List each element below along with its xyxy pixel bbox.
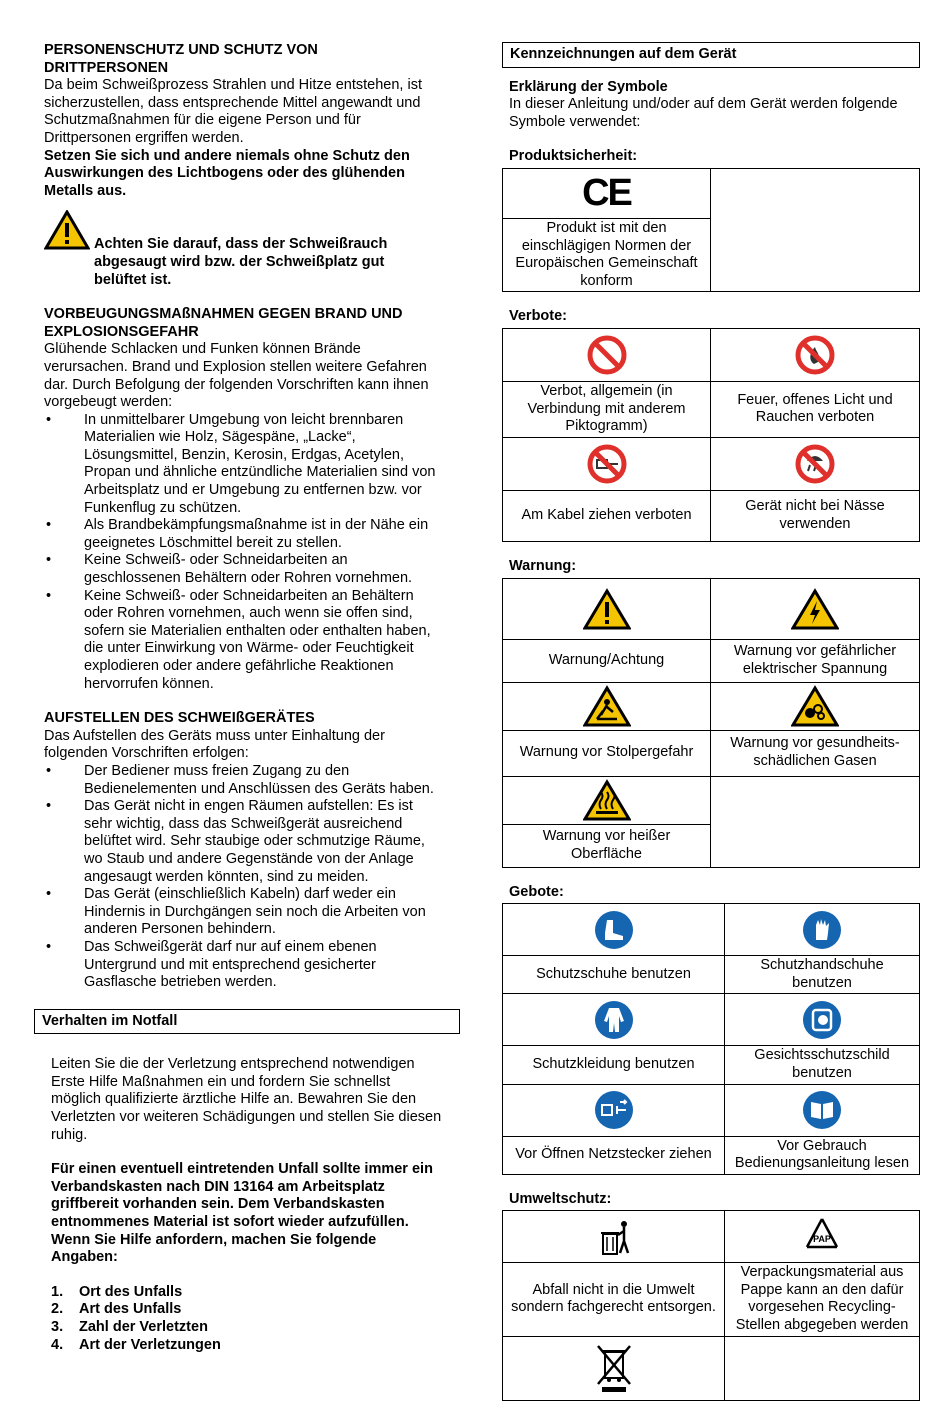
general-warning-icon [503, 578, 711, 639]
fume-warning [44, 210, 444, 289]
prohibit-a-text: Verbot, allgemein (in Verbindung mit anderem Piktogramm) [503, 381, 711, 437]
read-manual-icon [725, 1084, 920, 1136]
safety-shoes-icon [503, 904, 725, 956]
no-wet-use-icon [711, 437, 920, 490]
hot-surface-warning-icon [503, 776, 711, 824]
list-item: • Als Brandbekämpfungsmaßnahme ist in der Nähe ein geeignetes Löschmittel bereit zu stellen. [44, 517, 444, 552]
prohibit-d-text: Gerät nicht bei Nässe verwenden [711, 490, 920, 541]
mandatory-a-text: Schutzschuhe benutzen [503, 956, 725, 994]
mandatory-e-text: Vor Öffnen Netzstecker ziehen [503, 1136, 725, 1174]
warning-title: Warnung: [509, 557, 577, 574]
setup-heading: AUFSTELLEN DES SCHWEIßGERÄTES [44, 710, 315, 727]
no-cable-pull-icon [503, 437, 711, 490]
list-item: 3. Zahl der Verletzten [51, 1319, 208, 1335]
list-item: • Das Gerät nicht in engen Räumen aufstellen: Es ist sehr wichtig, dass das Schweißgerät ausreichend belüftet wird. Sehr staubige oder schmutzige Räume, wo Staub und andere Gegenstände von der Anlage angesaugt werden könnten, sind zu meiden. [44, 798, 444, 886]
prohibition-icon [503, 328, 711, 381]
emergency-list [51, 1284, 444, 1354]
mandatory-title: Gebote: [509, 883, 564, 900]
unplug-icon [503, 1084, 725, 1136]
personal-bold: Setzen Sie sich und andere niemals ohne Schutz den Auswirkungen des Lichtbogens oder des glühenden Metalls aus. [44, 147, 410, 199]
product-title: Produktsicherheit: [509, 148, 638, 165]
mandatory-table [502, 903, 920, 1175]
environment-b-text: Verpackungsmaterial aus Pappe kann an den dafür vorgesehen Recycling-Stellen abgegeben werden [725, 1263, 920, 1336]
prohibit-title: Verbote: [509, 308, 568, 325]
gas-warning-icon [711, 682, 920, 730]
mandatory-d-text: Gesichtsschutzschild benutzen [725, 1046, 920, 1084]
warning-b-text: Warnung vor gefährlicher elektrischer Spannung [711, 639, 920, 682]
empty-cell [711, 168, 920, 291]
trip-warning-icon [503, 682, 711, 730]
prohibit-b-text: Feuer, offenes Licht und Rauchen verboten [711, 381, 920, 437]
list-item: • Keine Schweiß- oder Schneidarbeiten an geschlossenen Behältern oder Rohren vornehmen. [44, 552, 444, 587]
personal-text: Da beim Schweißprozess Strahlen und Hitze entstehen, ist sicherzustellen, dass entsprechende Mittel angewandt und Schutzmaßnahmen für die eigene Person und für Drittpersonen ergriffen werden. [44, 77, 422, 146]
list-item: 2. Art des Unfalls [51, 1301, 182, 1318]
symbols-intro: In dieser Anleitung und/oder auf dem Gerät werden folgende Symbole verwendet: [509, 96, 898, 130]
prohibit-c-text: Am Kabel ziehen verboten [503, 490, 711, 541]
emergency-bold: Für einen eventuell eintretenden Unfall sollte immer ein Verbandskasten nach DIN 13164 am Arbeitsplatz griffbereit vorhanden sein. Dem Verbandskasten entnommenes Material ist sofort wieder aufzufüllen. Wenn Sie Hilfe anfordern, machen Sie folgende Angaben: [51, 1161, 433, 1266]
list-item: • Keine Schweiß- oder Schneidarbeiten an Behältern oder Rohren vornehmen, auch wenn sie offen sind, sofern sie Materialien enthalten oder enthalten haben, die unter Einwirkung von Wärme- oder Feuchtigkeit explodieren oder andere gefährliche Reaktionen hervorrufen können. [44, 588, 444, 694]
warning-c-text: Warnung vor Stolpergefahr [503, 730, 711, 776]
crossed-bin-icon [503, 1336, 725, 1400]
right-column [502, 42, 920, 1401]
warning-table [502, 578, 920, 868]
warning-triangle-icon [44, 210, 90, 250]
personal-heading: PERSONENSCHUTZ UND SCHUTZ VON DRITTPERSONEN [44, 42, 318, 76]
fire-text: Glühende Schlacken und Funken können Brände verursachen. Brand und Explosion stellen weitere Gefahren dar. Durch Befolgung der folgenden Vorschriften kann ihnen vorgebeugt werden: [44, 341, 429, 411]
electric-warning-icon [711, 578, 920, 639]
fire-list [44, 412, 444, 694]
fume-warning-text: Achten Sie darauf, dass der Schweißrauch abgesaugt wird bzw. der Schweißplatz gut belüftet ist. [94, 236, 388, 288]
empty-cell [711, 776, 920, 867]
environment-title: Umweltschutz: [509, 1190, 612, 1207]
emergency-text: Leiten Sie die der Verletzung entsprechend notwendigen Erste Hilfe Maßnahmen ein und fordern Sie schnellst möglich qualifizierte ärztliche Hilfe an. Bewahren Sie den Verletzten vor weiteren Schädigungen und stellen Sie diesen ruhig. [51, 1056, 442, 1143]
face-shield-icon [725, 994, 920, 1046]
setup-text: Das Aufstellen des Geräts muss unter Einhaltung der folgenden Vorschriften erfolgen: [44, 727, 385, 762]
mandatory-b-text: Schutzhandschuhe benutzen [725, 956, 920, 994]
recycling-pap-icon [725, 1211, 920, 1263]
setup-list [44, 763, 444, 992]
warning-a-text: Warnung/Achtung [503, 639, 711, 682]
emergency-heading: Verhalten im Notfall [34, 1009, 460, 1035]
emergency-body [44, 1056, 444, 1354]
waste-bin-icon [503, 1211, 725, 1263]
list-item: • Der Bediener muss freien Zugang zu den Bedienelementen und Anschlüssen des Geräts haben. [44, 763, 444, 798]
mandatory-f-text: Vor Gebrauch Bedienungsanleitung lesen [725, 1136, 920, 1174]
symbols-subheading: Erklärung der Symbole [509, 78, 668, 95]
list-item: • In unmittelbarer Umgebung von leicht brennbaren Materialien wie Holz, Sägespäne, „Lacke“, Lösungsmittel, Benzin, Kerosin, Erdgas, Acetylen, Propan und ähnliche entzündliche Materialien sind von Arbeitsplatz und er Umgebung zu entfernen bzw. vor Funkenflug zu schützen. [44, 412, 444, 518]
warning-e-text: Warnung vor heißer Oberfläche [503, 824, 711, 867]
environment-a-text: Abfall nicht in die Umwelt sondern fachgerecht entsorgen. [503, 1263, 725, 1336]
prohibit-table [502, 328, 920, 542]
list-item: • Das Schweißgerät darf nur auf einem ebenen Untergrund und mit entsprechend gesicherter Gasflasche betrieben werden. [44, 939, 444, 992]
ce-text: Produkt ist mit den einschlägigen Normen der Europäischen Gemeinschaft konform [503, 218, 711, 291]
fire-heading: VORBEUGUNGSMAßNAHMEN GEGEN BRAND UND EXPLOSIONSGEFAHR [44, 306, 403, 340]
environment-table [502, 1210, 920, 1400]
list-item: 1. Ort des Unfalls [51, 1283, 183, 1300]
list-item: • Das Gerät (einschließlich Kabeln) darf weder ein Hindernis in Durchgängen sein noch die Arbeiten von anderen Personen behindern. [44, 886, 444, 939]
svg-text:PAP: PAP [813, 1233, 831, 1244]
no-fire-icon [711, 328, 920, 381]
markings-heading: Kennzeichnungen auf dem Gerät [502, 42, 920, 68]
gloves-icon [725, 904, 920, 956]
mandatory-c-text: Schutzkleidung benutzen [503, 1046, 725, 1084]
ce-icon: CE [503, 168, 711, 218]
symbols-intro-block [502, 79, 920, 132]
empty-cell [725, 1336, 920, 1400]
product-table [502, 168, 920, 292]
protective-clothing-icon [503, 994, 725, 1046]
left-column [44, 42, 444, 1354]
list-item: 4. Art der Verletzungen [51, 1336, 221, 1353]
warning-d-text: Warnung vor gesundheits-schädlichen Gasen [711, 730, 920, 776]
